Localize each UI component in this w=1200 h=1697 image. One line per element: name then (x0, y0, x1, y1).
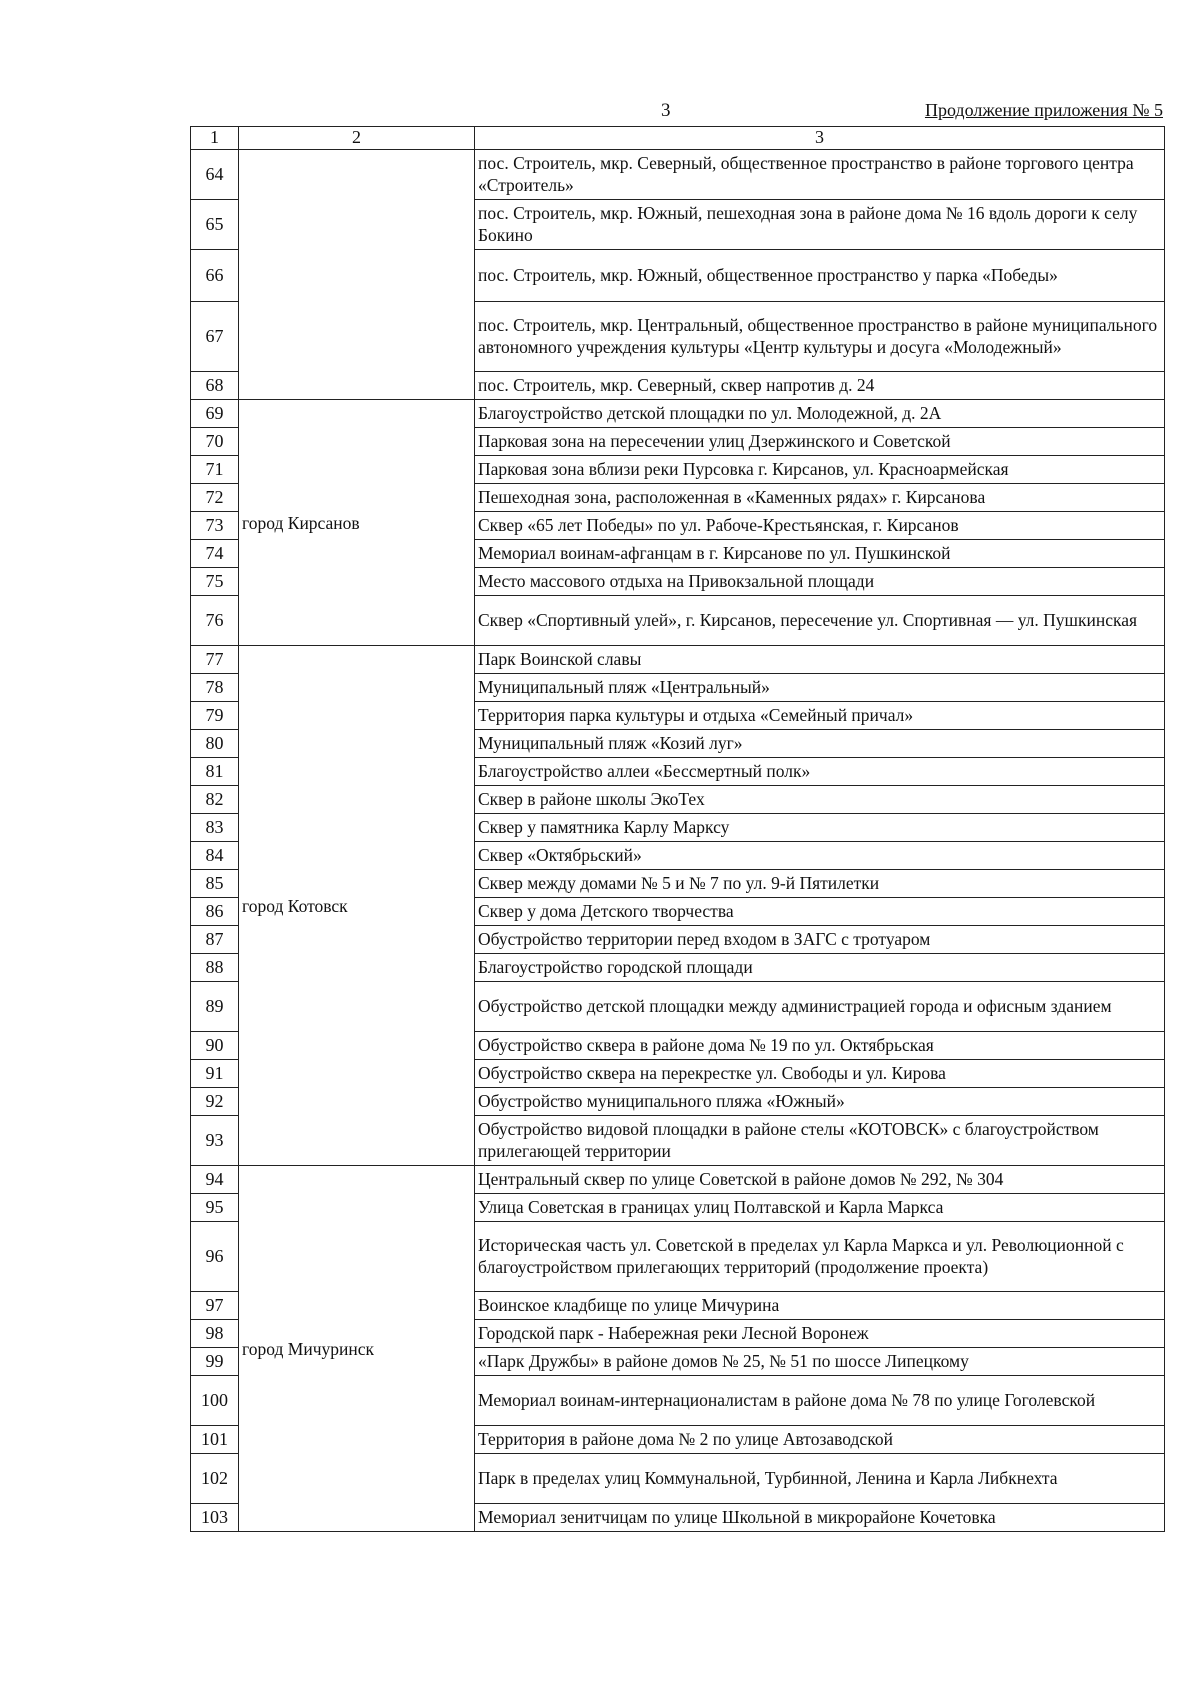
territory-description: Обустройство муниципального пляжа «Южный» (475, 1088, 1165, 1116)
territory-description: Место массового отдыха на Привокзальной площади (475, 568, 1165, 596)
column-number-3: 3 (475, 127, 1165, 150)
row-number: 89 (191, 982, 239, 1032)
table-row (191, 1166, 1165, 1194)
row-number: 101 (191, 1426, 239, 1454)
row-number: 92 (191, 1088, 239, 1116)
row-number: 83 (191, 814, 239, 842)
municipality-name: город Котовск (242, 896, 348, 917)
registry-table-body (191, 127, 1165, 1532)
row-number: 78 (191, 674, 239, 702)
row-number: 81 (191, 758, 239, 786)
territory-description: Обустройство сквера в районе дома № 19 по ул. Октябрьская (475, 1032, 1165, 1060)
row-number: 71 (191, 456, 239, 484)
table-row (191, 150, 1165, 200)
row-number: 79 (191, 702, 239, 730)
territory-description: Благоустройство аллеи «Бессмертный полк» (475, 758, 1165, 786)
territory-description: Благоустройство детской площадки по ул. Молодежной, д. 2А (475, 400, 1165, 428)
territory-description: Сквер «Октябрьский» (475, 842, 1165, 870)
row-number: 77 (191, 646, 239, 674)
column-number-2: 2 (239, 127, 475, 150)
appendix-continuation-note: Продолжение приложения № 5 (924, 100, 1163, 120)
municipality-cell (239, 646, 475, 1166)
table-row (191, 400, 1165, 428)
territory-description: Мемориал воинам-афганцам в г. Кирсанове по ул. Пушкинской (475, 540, 1165, 568)
territory-description: Городской парк - Набережная реки Лесной Воронеж (475, 1320, 1165, 1348)
municipality-name: город Кирсанов (242, 513, 360, 534)
territory-description: Обустройство детской площадки между администрацией города и офисным зданием (475, 982, 1165, 1032)
page-number: 3 (661, 100, 671, 121)
row-number: 94 (191, 1166, 239, 1194)
territory-description: Территория в районе дома № 2 по улице Автозаводской (475, 1426, 1165, 1454)
row-number: 68 (191, 372, 239, 400)
row-number: 76 (191, 596, 239, 646)
row-number: 93 (191, 1116, 239, 1166)
municipality-cell (239, 1166, 475, 1532)
territory-description: Парковая зона вблизи реки Пурсовка г. Кирсанов, ул. Красноармейская (475, 456, 1165, 484)
territory-description: пос. Строитель, мкр. Южный, общественное пространство у парка «Победы» (475, 250, 1165, 302)
row-number: 96 (191, 1222, 239, 1292)
territory-description: Сквер в районе школы ЭкоТех (475, 786, 1165, 814)
territory-description: Центральный сквер по улице Советской в районе домов № 292, № 304 (475, 1166, 1165, 1194)
territory-description: Территория парка культуры и отдыха «Семейный причал» (475, 702, 1165, 730)
territory-description: пос. Строитель, мкр. Южный, пешеходная зона в районе дома № 16 вдоль дороги к селу Бокино (475, 200, 1165, 250)
territory-description: Пешеходная зона, расположенная в «Каменных рядах» г. Кирсанова (475, 484, 1165, 512)
row-number: 91 (191, 1060, 239, 1088)
row-number: 88 (191, 954, 239, 982)
row-number: 85 (191, 870, 239, 898)
row-number: 98 (191, 1320, 239, 1348)
row-number: 95 (191, 1194, 239, 1222)
row-number: 73 (191, 512, 239, 540)
territory-description: пос. Строитель, мкр. Северный, общественное пространство в районе торгового центра «Строитель» (475, 150, 1165, 200)
territory-description: Сквер «65 лет Победы» по ул. Рабоче-Крестьянская, г. Кирсанов (475, 512, 1165, 540)
row-number: 97 (191, 1292, 239, 1320)
registry-table (190, 126, 1165, 1532)
row-number: 70 (191, 428, 239, 456)
territory-description: Благоустройство городской площади (475, 954, 1165, 982)
row-number: 86 (191, 898, 239, 926)
territory-description: Сквер у памятника Карлу Марксу (475, 814, 1165, 842)
municipality-name: город Мичуринск (242, 1339, 374, 1360)
territory-description: Муниципальный пляж «Козий луг» (475, 730, 1165, 758)
territory-description: «Парк Дружбы» в районе домов № 25, № 51 по шоссе Липецкому (475, 1348, 1165, 1376)
row-number: 103 (191, 1504, 239, 1532)
territory-description: Сквер «Спортивный улей», г. Кирсанов, пересечение ул. Спортивная — ул. Пушкинская (475, 596, 1165, 646)
territory-description: Мемориал воинам-интернационалистам в районе дома № 78 по улице Гоголевской (475, 1376, 1165, 1426)
row-number: 69 (191, 400, 239, 428)
table-row (191, 646, 1165, 674)
row-number: 99 (191, 1348, 239, 1376)
territory-description: Парк Воинской славы (475, 646, 1165, 674)
territory-description: Обустройство территории перед входом в ЗАГС с тротуаром (475, 926, 1165, 954)
row-number: 66 (191, 250, 239, 302)
territory-description: Историческая часть ул. Советской в пределах ул Карла Маркса и ул. Революционной с благоустройством прилегающих территорий (продолжение проекта) (475, 1222, 1165, 1292)
territory-description: пос. Строитель, мкр. Северный, сквер напротив д. 24 (475, 372, 1165, 400)
territory-description: Муниципальный пляж «Центральный» (475, 674, 1165, 702)
territory-description: Обустройство видовой площадки в районе стелы «КОТОВСК» с благоустройством прилегающей территории (475, 1116, 1165, 1166)
row-number: 84 (191, 842, 239, 870)
row-number: 74 (191, 540, 239, 568)
territory-description: пос. Строитель, мкр. Центральный, общественное пространство в районе муниципального автономного учреждения культуры «Центр культуры и досуга «Молодежный» (475, 302, 1165, 372)
row-number: 64 (191, 150, 239, 200)
row-number: 90 (191, 1032, 239, 1060)
territory-description: Сквер между домами № 5 и № 7 по ул. 9-й Пятилетки (475, 870, 1165, 898)
row-number: 67 (191, 302, 239, 372)
municipality-name (242, 273, 471, 276)
row-number: 102 (191, 1454, 239, 1504)
row-number: 87 (191, 926, 239, 954)
municipality-cell (239, 400, 475, 646)
column-number-1: 1 (191, 127, 239, 150)
column-number-row (191, 127, 1165, 150)
territory-description: Парк в пределах улиц Коммунальной, Турбинной, Ленина и Карла Либкнехта (475, 1454, 1165, 1504)
row-number: 82 (191, 786, 239, 814)
row-number: 72 (191, 484, 239, 512)
municipality-cell (239, 150, 475, 400)
territory-description: Улица Советская в границах улиц Полтавской и Карла Маркса (475, 1194, 1165, 1222)
territory-description: Воинское кладбище по улице Мичурина (475, 1292, 1165, 1320)
territory-description: Сквер у дома Детского творчества (475, 898, 1165, 926)
territory-description: Мемориал зенитчицам по улице Школьной в микрорайоне Кочетовка (475, 1504, 1165, 1532)
territory-description: Парковая зона на пересечении улиц Дзержинского и Советской (475, 428, 1165, 456)
row-number: 75 (191, 568, 239, 596)
row-number: 100 (191, 1376, 239, 1426)
row-number: 65 (191, 200, 239, 250)
row-number: 80 (191, 730, 239, 758)
territory-description: Обустройство сквера на перекрестке ул. Свободы и ул. Кирова (475, 1060, 1165, 1088)
